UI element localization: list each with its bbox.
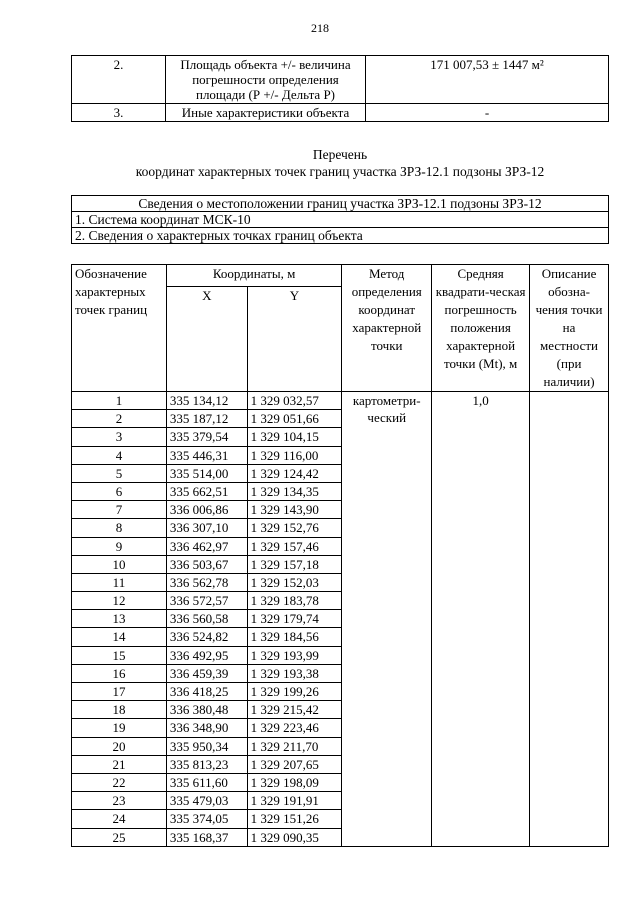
coord-x: 335 446,31 [166,446,247,464]
coord-y: 1 329 151,26 [247,810,342,828]
point-number: 12 [72,592,167,610]
coord-y: 1 329 184,56 [247,628,342,646]
method-cell: картометри-ческий [342,392,432,847]
coord-x: 335 479,03 [166,792,247,810]
error-cell: 1,0 [432,392,530,847]
point-number: 10 [72,555,167,573]
coord-y: 1 329 183,78 [247,592,342,610]
header-y: Y [247,287,342,392]
header-error: Средняя квадрати-ческая погрешность положения характерной точки (Mt), м [432,265,530,392]
point-number: 7 [72,501,167,519]
point-number: 6 [72,482,167,500]
coord-y: 1 329 032,57 [247,392,342,410]
point-number: 11 [72,573,167,591]
coord-x: 336 524,82 [166,628,247,646]
coord-x: 335 611,60 [166,773,247,791]
point-number: 1 [72,392,167,410]
table-row [72,392,609,410]
table-header-row [72,265,609,287]
point-number: 16 [72,664,167,682]
coordinates-table [71,264,609,847]
coord-x: 335 134,12 [166,392,247,410]
coord-y: 1 329 090,35 [247,828,342,846]
coord-x: 335 950,34 [166,737,247,755]
info-title: Сведения о местоположении границ участка ЗРЗ-12.1 подзоны ЗРЗ-12 [72,196,609,212]
coord-x: 336 459,39 [166,664,247,682]
header-method: Метод определения координат характерной точки [342,265,432,392]
row-label: Площадь объекта +/- величина погрешности определения площади (Р +/- Дельта Р) [166,56,366,104]
point-number: 15 [72,646,167,664]
coord-x: 335 662,51 [166,482,247,500]
row-value: - [366,104,609,122]
coordinates-body [72,392,609,847]
coord-y: 1 329 207,65 [247,755,342,773]
point-number: 21 [72,755,167,773]
coord-y: 1 329 051,66 [247,410,342,428]
coord-x: 336 418,25 [166,683,247,701]
coord-x: 335 514,00 [166,464,247,482]
point-number: 3 [72,428,167,446]
point-number: 14 [72,628,167,646]
coord-y: 1 329 179,74 [247,610,342,628]
row-number: 2. [72,56,166,104]
coord-x: 336 307,10 [166,519,247,537]
page-number: 218 [311,21,329,35]
coord-y: 1 329 124,42 [247,464,342,482]
coord-y: 1 329 143,90 [247,501,342,519]
point-number: 23 [72,792,167,810]
coord-y: 1 329 223,46 [247,719,342,737]
coord-x: 335 374,05 [166,810,247,828]
coord-y: 1 329 199,26 [247,683,342,701]
coord-y: 1 329 116,00 [247,446,342,464]
row-label: Иные характеристики объекта [166,104,366,122]
header-description: Описание обозна-чения точки на местности (при наличии) [530,265,609,392]
coord-x: 335 168,37 [166,828,247,846]
point-number: 17 [72,683,167,701]
coord-x: 336 503,67 [166,555,247,573]
coord-x: 335 813,23 [166,755,247,773]
description-cell [530,392,609,847]
section-subheading: координат характерных точек границ участка ЗРЗ-12.1 подзоны ЗРЗ-12 [135,164,545,179]
point-number: 20 [72,737,167,755]
coord-y: 1 329 215,42 [247,701,342,719]
coord-y: 1 329 193,38 [247,664,342,682]
coord-y: 1 329 191,91 [247,792,342,810]
coord-y: 1 329 152,03 [247,573,342,591]
coord-y: 1 329 157,18 [247,555,342,573]
table-row [72,228,609,244]
coord-y: 1 329 134,35 [247,482,342,500]
header-coordinates: Координаты, м [166,265,341,287]
row-value: 171 007,53 ± 1447 м² [366,56,609,104]
point-number: 5 [72,464,167,482]
point-number: 4 [72,446,167,464]
coord-x: 336 562,78 [166,573,247,591]
point-number: 9 [72,537,167,555]
coord-x: 336 492,95 [166,646,247,664]
coord-x: 336 380,48 [166,701,247,719]
coord-x: 336 462,97 [166,537,247,555]
coord-y: 1 329 193,99 [247,646,342,664]
coord-x: 336 348,90 [166,719,247,737]
coord-y: 1 329 198,09 [247,773,342,791]
header-designation: Обозначение характерных точек границ [72,265,167,392]
coord-x: 336 560,58 [166,610,247,628]
coord-y: 1 329 104,15 [247,428,342,446]
row-number: 3. [72,104,166,122]
table-row [72,104,609,122]
points-info: 2. Сведения о характерных точках границ объекта [72,228,609,244]
object-characteristics-table [71,55,609,122]
coord-y: 1 329 211,70 [247,737,342,755]
coord-x: 336 006,86 [166,501,247,519]
header-x: X [166,287,247,392]
coord-y: 1 329 152,76 [247,519,342,537]
table-row [72,212,609,228]
coord-y: 1 329 157,46 [247,537,342,555]
table-row [72,56,609,104]
coordinate-system: 1. Система координат МСК-10 [72,212,609,228]
point-number: 24 [72,810,167,828]
point-number: 2 [72,410,167,428]
location-info-table [71,195,609,244]
section-heading: Перечень [312,147,368,162]
coord-x: 335 187,12 [166,410,247,428]
coord-x: 336 572,57 [166,592,247,610]
point-number: 25 [72,828,167,846]
table-row [72,196,609,212]
point-number: 22 [72,773,167,791]
point-number: 8 [72,519,167,537]
point-number: 18 [72,701,167,719]
coord-x: 335 379,54 [166,428,247,446]
point-number: 19 [72,719,167,737]
point-number: 13 [72,610,167,628]
